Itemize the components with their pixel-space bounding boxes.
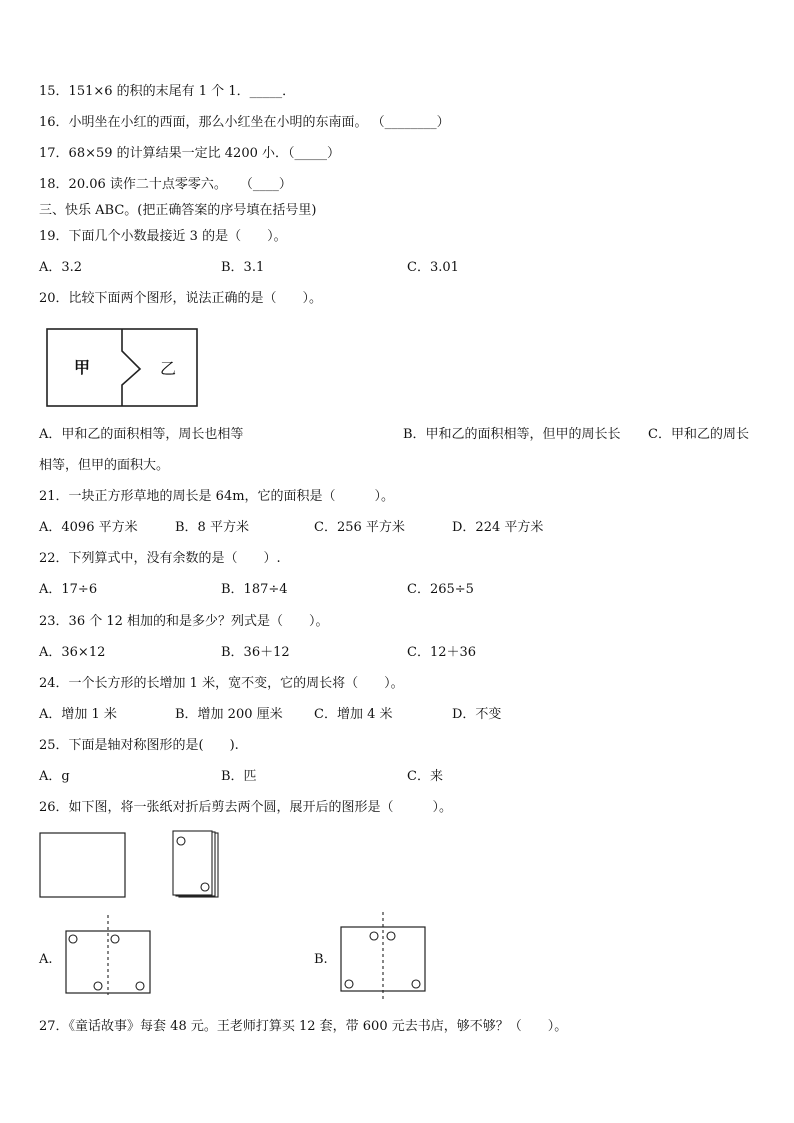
cut-circle	[136, 982, 144, 990]
question-17: 17．68×59 的计算结果一定比 4200 小．（_____）	[39, 146, 340, 161]
q22-option-b: B．187÷4	[221, 582, 288, 597]
q20-option-a: A．甲和乙的面积相等，周长也相等	[39, 427, 244, 442]
q23-option-b: B．36＋12	[221, 645, 290, 660]
q21-option-d: D．224 平方米	[452, 520, 544, 535]
question-25: 25．下面是轴对称图形的是( ).	[39, 738, 239, 753]
q26-paper-sheet	[39, 832, 129, 900]
q19-option-a: A．3.2	[39, 260, 83, 275]
q20-figure	[46, 328, 200, 408]
q24-option-d: D．不变	[452, 707, 502, 722]
q26-option-a-label: A.	[39, 952, 53, 967]
q22-option-c: C．265÷5	[407, 582, 474, 597]
question-23: 23．36 个 12 相加的和是多少？列式是（ ）。	[39, 614, 329, 629]
q21-option-a: A．4096 平方米	[39, 520, 138, 535]
question-21: 21．一块正方形草地的周长是 64m，它的面积是（ ）。	[39, 489, 395, 504]
q21-option-b: B．8 平方米	[175, 520, 249, 535]
q26-folded-paper	[170, 830, 222, 900]
question-22: 22．下列算式中，没有余数的是（ ）.	[39, 551, 281, 566]
q23-option-c: C．12＋36	[407, 645, 477, 660]
q21-option-c: C．256 平方米	[314, 520, 405, 535]
question-19: 19．下面几个小数最接近 3 的是（ ）。	[39, 229, 287, 244]
question-26: 26．如下图，将一张纸对折后剪去两个圆，展开后的图形是（ ）。	[39, 800, 453, 815]
cut-circle	[111, 935, 119, 943]
question-15: 15．151×6 的积的末尾有 1 个 1．_____．	[39, 84, 296, 99]
question-16: 16．小明坐在小红的西面，那么小红坐在小明的东南面。 （________）	[39, 115, 450, 130]
question-18: 18．20.06 读作二十点零零六。 （____）	[39, 177, 292, 192]
q26-option-b-label: B.	[314, 952, 328, 967]
q20-option-c-continued: 相等，但甲的面积大。	[39, 458, 170, 473]
q20-label-jia: 甲	[74, 358, 91, 377]
q20-figure-divider	[122, 329, 140, 406]
q19-option-c: C．3.01	[407, 260, 459, 275]
q24-option-a: A．增加 1 米	[39, 707, 117, 722]
q19-option-b: B．3.1	[221, 260, 265, 275]
q25-option-b: B．匹	[221, 769, 257, 784]
cut-circle	[387, 932, 395, 940]
section-3-heading: 三、快乐 ABC。(把正确答案的序号填在括号里)	[39, 203, 317, 218]
q22-option-a: A．17÷6	[39, 582, 98, 597]
q25-option-c: C．来	[407, 769, 443, 784]
q20-label-yi: 乙	[160, 359, 177, 378]
q24-option-c: C．增加 4 米	[314, 707, 393, 722]
q26-option-b-figure	[337, 911, 429, 1003]
cut-circle	[69, 935, 77, 943]
q23-option-a: A．36×12	[39, 645, 106, 660]
question-27: 27．《童话故事》每套 48 元。王老师打算买 12 套，带 600 元去书店，够不够？（ ）。	[39, 1019, 568, 1034]
question-20: 20．比较下面两个图形，说法正确的是（ ）。	[39, 291, 323, 306]
q20-option-c: C．甲和乙的周长	[648, 427, 749, 442]
cut-circle	[345, 980, 353, 988]
cut-circle	[94, 982, 102, 990]
q25-option-a: A．g	[39, 769, 70, 784]
question-24: 24．一个长方形的长增加 1 米，宽不变，它的周长将（ ）。	[39, 676, 404, 691]
cut-circle	[412, 980, 420, 988]
q20-option-b: B．甲和乙的面积相等，但甲的周长长	[403, 427, 621, 442]
cut-circle	[370, 932, 378, 940]
q26-option-a-figure	[62, 914, 154, 996]
q24-option-b: B．增加 200 厘米	[175, 707, 283, 722]
